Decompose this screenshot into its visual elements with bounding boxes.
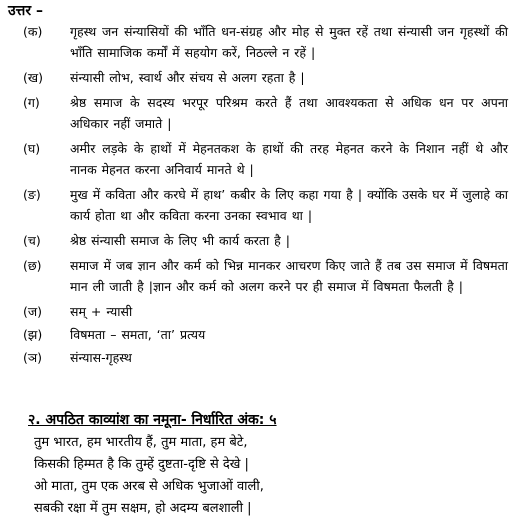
answer-item (0, 184, 527, 226)
answer-heading: उत्तर – (8, 3, 43, 19)
answer-label: (च) (23, 233, 41, 248)
answer-label: (ग) (23, 95, 40, 110)
answer-item (0, 347, 527, 368)
answer-label: (ख) (23, 70, 43, 85)
answer-text: समाज में जब ज्ञान और कर्म को भिन्न मानकर आचरण किए जाते हैं तब उस समाज में विषमता मान ली जाती है |ज्ञान और कर्म को अलग करने पर ही समाज में विषमता फैलती है | (70, 258, 508, 294)
answer-text: श्रेष्ठ संन्यासी समाज के लिए भी कार्य करता है | (70, 233, 290, 248)
answer-text: अमीर लड़के के हाथों में मेहनतकश के हाथों की तरह मेहनत करने के निशान नहीं थे और नानक मेहनत करना अनिवार्य मानते थे | (70, 141, 508, 177)
answer-label: (झ) (23, 327, 43, 342)
answer-item (0, 138, 527, 180)
answer-item (0, 255, 527, 297)
answer-text: श्रेष्ठ समाज के सदस्य भरपूर परिश्रम करते हैं तथा आवश्यकता से अधिक धन पर अपना अधिकार नहीं जमाते | (70, 95, 508, 131)
answer-text: संन्यासी लोभ, स्वार्थ और संचय से अलग रहता है | (70, 70, 305, 85)
answer-item (0, 92, 527, 134)
answer-text: गृहस्थ जन संन्यासियों की भाँति धन-संग्रह और मोह से मुक्त रहें तथा संन्यासी जन गृहस्थों की भाँति सामाजिक कर्मों में सहयोग करें, निठल्ले न रहें | (70, 24, 508, 60)
answer-label: (ञ) (23, 350, 43, 365)
poem-line: सबकी रक्षा में तुम सक्षम, हो अदम्य बलशाली | (34, 501, 252, 516)
poem-line: किसकी हिम्मत है कि तुम्हें दुष्टता-दृष्टि से देखे | (34, 457, 249, 472)
answer-label: (छ) (23, 258, 42, 273)
answer-text: विषमता – समता, ‘ता’ प्रत्यय (70, 327, 206, 342)
section-title: २. अपठित काव्यांश का नमूना- निर्धारित अंक: ५ (28, 412, 277, 428)
answer-text: संन्यास-गृहस्थ (70, 350, 132, 365)
answer-label: (घ) (23, 141, 41, 156)
poem-line: तुम भारत, हम भारतीय हैं, तुम माता, हम बेटे, (34, 435, 248, 450)
answer-text: मुख में कविता और करघे में हाथ’ कबीर के लिए कहा गया है | क्योंकि उसके घर में जुलाहे का कार्य होता था और कविता करना उनका स्वभाव था | (70, 187, 508, 223)
answer-item (0, 324, 527, 345)
answer-label: (ङ) (23, 187, 41, 202)
poem-line: ओ माता, तुम एक अरब से अधिक भुजाओं वाली, (34, 479, 264, 494)
answer-item (0, 67, 527, 88)
answer-item (0, 301, 527, 322)
poem-block (34, 432, 264, 520)
answer-list (0, 21, 527, 368)
answer-item (0, 230, 527, 251)
answer-text: सम् + न्यासी (70, 304, 133, 319)
answer-label: (ज) (23, 304, 43, 319)
answer-label: (क) (23, 24, 43, 39)
answer-item (0, 21, 527, 63)
